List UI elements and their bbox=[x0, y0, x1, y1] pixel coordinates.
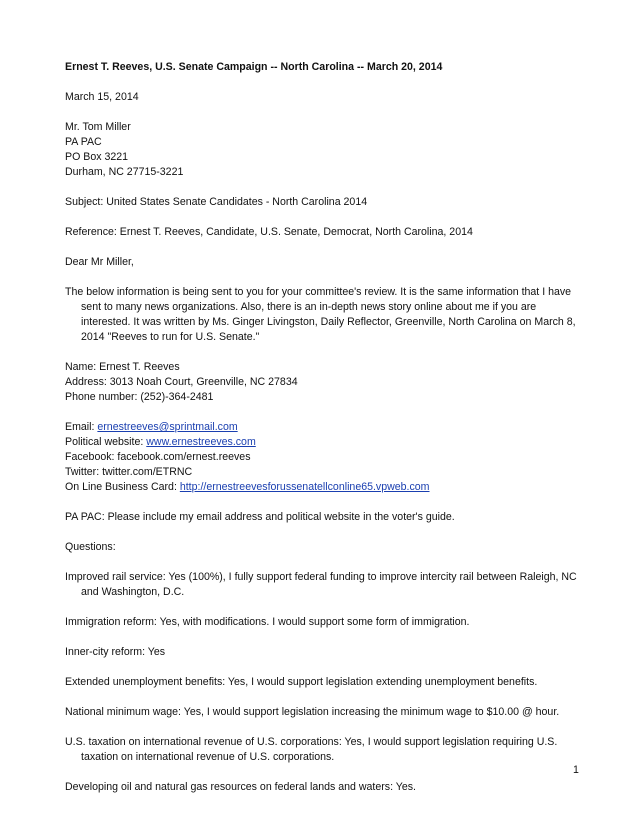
website-link[interactable]: www.ernestreeves.com bbox=[146, 436, 256, 448]
links-block bbox=[65, 420, 585, 495]
answer-inner-city: Inner-city reform: Yes bbox=[65, 646, 166, 658]
contact-name: Name: Ernest T. Reeves bbox=[65, 361, 180, 373]
business-card-row bbox=[65, 480, 585, 495]
answer-oil-gas: Developing oil and natural gas resources on federal lands and waters: Yes. bbox=[65, 781, 416, 793]
answer-unemployment: Extended unemployment benefits: Yes, I would support legislation extending unemployment benefits. bbox=[65, 676, 538, 688]
answer-line: Improved rail service: Yes (100%), I fully support federal funding to improve intercity rail between Raleigh, NC bbox=[65, 571, 577, 583]
answer-taxation bbox=[65, 735, 585, 765]
intro-line: interested. It was written by Ms. Ginger Livingston, Daily Reflector, Greenville, North Carolina on March 8, bbox=[81, 316, 576, 328]
subject-line: Subject: United States Senate Candidates - North Carolina 2014 bbox=[65, 196, 368, 208]
recipient-organization: PA PAC bbox=[65, 136, 102, 148]
website-row bbox=[65, 435, 585, 450]
intro-line: 2014 "Reeves to run for U.S. Senate." bbox=[81, 331, 260, 343]
letter-date: March 15, 2014 bbox=[65, 91, 139, 103]
salutation: Dear Mr Miller, bbox=[65, 256, 134, 268]
twitter-row: Twitter: twitter.com/ETRNC bbox=[65, 466, 193, 478]
recipient-address bbox=[65, 120, 585, 180]
facebook-row: Facebook: facebook.com/ernest.reeves bbox=[65, 451, 251, 463]
letter-body bbox=[65, 60, 585, 795]
answer-minimum-wage: National minimum wage: Yes, I would support legislation increasing the minimum wage to $10.00 @ hour. bbox=[65, 706, 560, 718]
intro-line: The below information is being sent to you for your committee's review. It is the same information that I have bbox=[65, 286, 572, 298]
recipient-name: Mr. Tom Miller bbox=[65, 121, 131, 133]
pa-pac-note: PA PAC: Please include my email address and political website in the voter's guide. bbox=[65, 511, 455, 523]
business-card-link[interactable]: http://ernestreevesforussenatellconline65.vpweb.com bbox=[179, 481, 430, 493]
answer-rail bbox=[65, 570, 585, 600]
contact-address: Address: 3013 Noah Court, Greenville, NC 27834 bbox=[65, 376, 298, 388]
document-title: Ernest T. Reeves, U.S. Senate Campaign -- North Carolina -- March 20, 2014 bbox=[65, 61, 443, 73]
website-label: Political website: bbox=[65, 436, 147, 448]
email-label: Email: bbox=[65, 421, 98, 433]
answer-line: taxation on international revenue of U.S. corporations. bbox=[81, 751, 335, 763]
reference-line: Reference: Ernest T. Reeves, Candidate, U.S. Senate, Democrat, North Carolina, 2014 bbox=[65, 226, 473, 238]
recipient-city: Durham, NC 27715-3221 bbox=[65, 166, 184, 178]
email-link[interactable]: ernestreeves@sprintmail.com bbox=[97, 421, 238, 433]
recipient-po-box: PO Box 3221 bbox=[65, 151, 129, 163]
questions-heading: Questions: bbox=[65, 541, 116, 553]
answer-immigration: Immigration reform: Yes, with modifications. I would support some form of immigration. bbox=[65, 616, 470, 628]
page-number: 1 bbox=[573, 764, 579, 776]
intro-paragraph bbox=[65, 285, 585, 345]
business-card-label: On Line Business Card: bbox=[65, 481, 180, 493]
intro-line: sent to many news organizations. Also, there is an in-depth news story online about me if you are bbox=[81, 301, 537, 313]
contact-phone: Phone number: (252)-364-2481 bbox=[65, 391, 214, 403]
answer-line: U.S. taxation on international revenue of U.S. corporations: Yes, I would support legislation requiring U.S. bbox=[65, 736, 558, 748]
email-row bbox=[65, 420, 585, 435]
answer-line: and Washington, D.C. bbox=[81, 586, 185, 598]
contact-block bbox=[65, 360, 585, 405]
